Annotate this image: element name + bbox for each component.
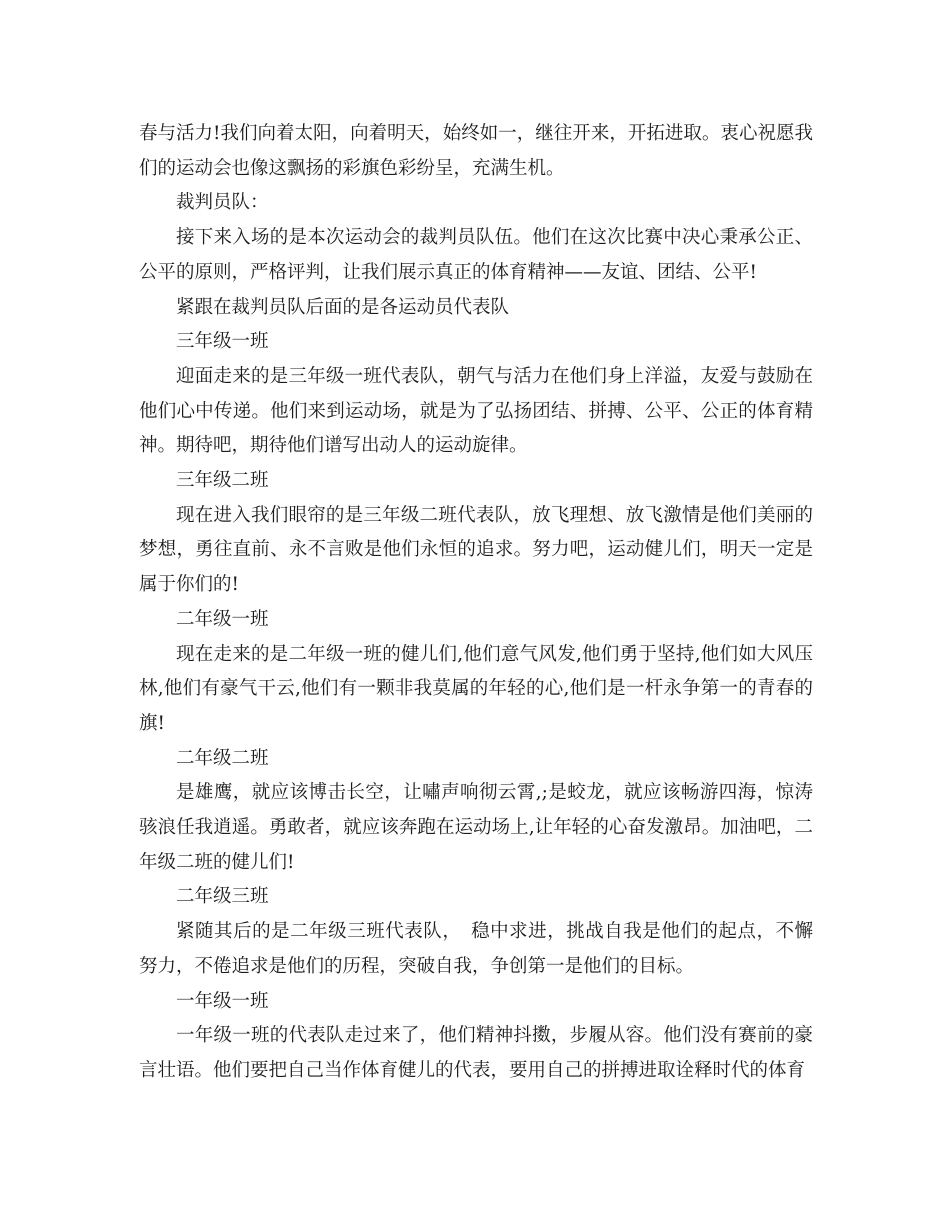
- section-intro-athletes: 紧跟在裁判员队后面的是各运动员代表队: [176, 296, 510, 318]
- section-heading-referees: 裁判员队：: [176, 192, 269, 214]
- section-heading-grade3-class1: 三年级一班: [176, 331, 269, 353]
- section-heading-grade1-class1: 一年级一班: [176, 990, 269, 1012]
- body-paragraph: 一年级一班的代表队走过来了，他们精神抖擞，步履从容。他们没有赛前的豪言壮语。他们要把自己当作体育健儿的代表，要用自己的拼搏进取诠释时代的体育: [139, 1025, 813, 1081]
- body-paragraph: 紧随其后的是二年级三班代表队， 稳中求进，挑战自我是他们的起点，不懈努力，不倦追求是他们的历程，突破自我，争创第一是他们的目标。: [139, 921, 813, 977]
- body-paragraph: 春与活力!我们向着太阳，向着明天，始终如一，继往开来，开拓进取。衷心祝愿我们的运动会也像这飘扬的彩旗色彩纷呈，充满生机。: [139, 123, 813, 179]
- section-heading-grade2-class2: 二年级二班: [176, 747, 269, 769]
- document-body: [139, 117, 813, 1089]
- section-heading-grade3-class2: 三年级二班: [176, 470, 269, 492]
- section-heading-grade2-class1: 二年级一班: [176, 608, 269, 630]
- body-paragraph: 是雄鹰，就应该博击长空，让嘯声响彻云霄,;是蛟龙，就应该畅游四海，惊涛骇浪任我逍遥。勇敢者，就应该奔跑在运动场上,让年轻的心奋发激昂。加油吧，二年级二班的健儿们!: [139, 782, 813, 873]
- body-paragraph: 接下来入场的是本次运动会的裁判员队伍。他们在这次比赛中决心秉承公正、公平的原则，严格评判，让我们展示真正的体育精神——友谊、团结、公平!: [139, 227, 813, 283]
- body-paragraph: 迎面走来的是三年级一班代表队，朝气与活力在他们身上洋溢，友爱与鼓励在他们心中传递。他们来到运动场，就是为了弘扬团结、拼搏、公平、公正的体育精神。期待吧，期待他们谱写出动人的运动旋律。: [139, 365, 813, 457]
- section-heading-grade2-class3: 二年级三班: [176, 886, 269, 908]
- body-paragraph: 现在进入我们眼帘的是三年级二班代表队，放飞理想、放飞激情是他们美丽的梦想，勇往直前、永不言败是他们永恒的追求。努力吧，运动健儿们，明天一定是属于你们的!: [139, 504, 813, 596]
- body-paragraph: 现在走来的是二年级一班的健儿们,他们意气风发,他们勇于坚持,他们如大风压林,他们有豪气干云,他们有一颗非我莫属的年轻的心,他们是一杆永争第一的青春的旗!: [139, 643, 813, 734]
